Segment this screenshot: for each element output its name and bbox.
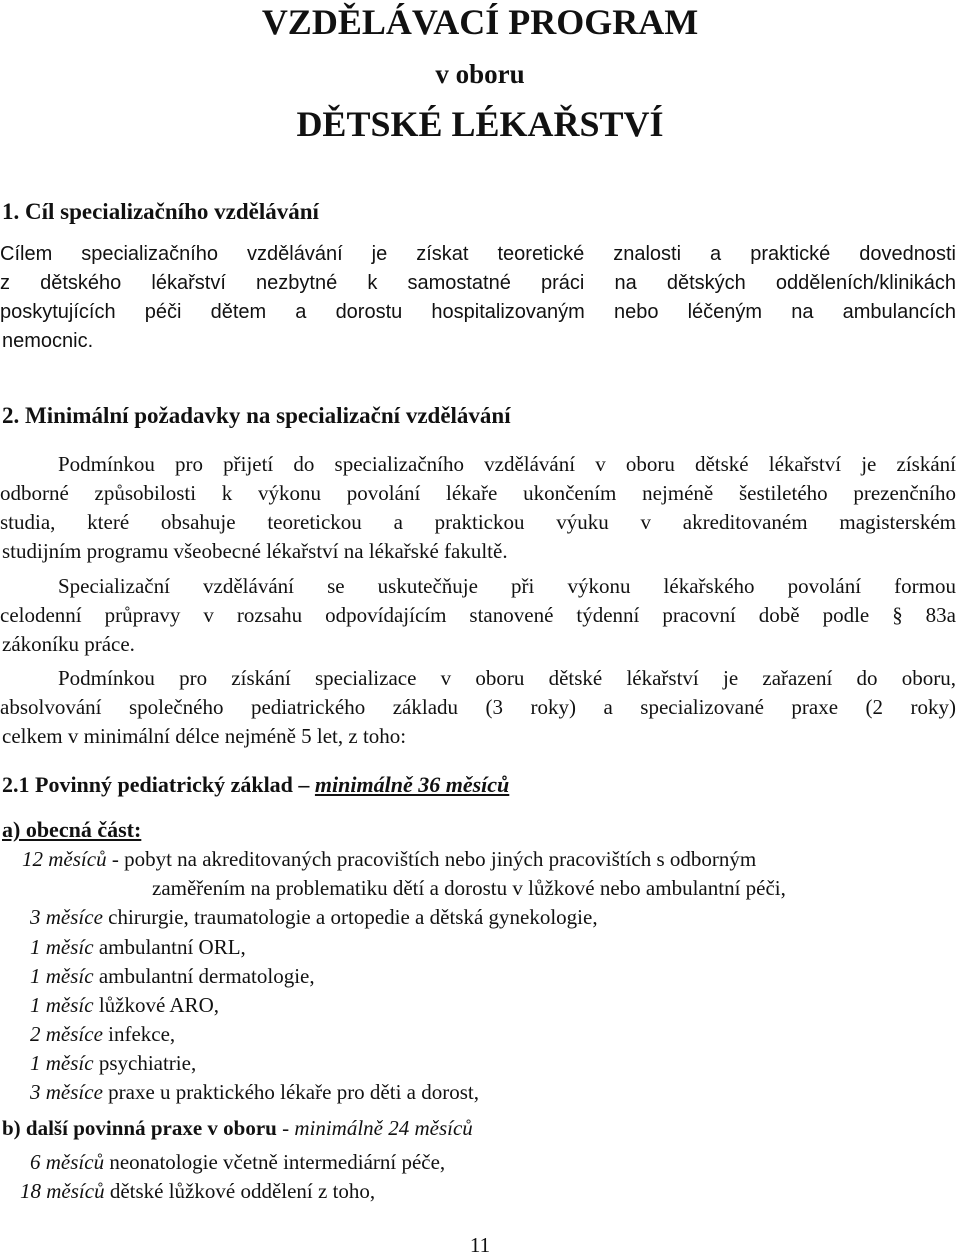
section-2-1-heading: [2, 771, 509, 799]
list-item-first-duration: 12 měsíců: [22, 847, 107, 871]
section-2-p1-line-4: studijním programu všeobecné lékařství na lékařské fakultě.: [2, 539, 508, 563]
list-item: [30, 1078, 479, 1107]
section-1-line-3: poskytujících péči dětem a dorostu hospitalizovaným nebo léčeným na ambulancích: [0, 301, 956, 323]
section-1-heading: 1. Cíl specializačního vzdělávání: [2, 199, 319, 224]
list-item-text: chirurgie, traumatologie a ortopedie a dětská gynekologie,: [102, 905, 598, 929]
section-2-p1-line-2: odborné způsobilosti k výkonu povolání lékaře ukončením nejméně šestiletého prezenčního: [0, 481, 956, 505]
list-item-duration: 3 měsíce: [30, 1080, 103, 1104]
section-2-p3-line-3: celkem v minimální délce nejméně 5 let, z toho:: [2, 724, 407, 748]
title-line-1: VZDĚLÁVACÍ PROGRAM: [261, 2, 699, 42]
section-2-p2-line-1: Specializační vzdělávání se uskutečňuje při výkonu lékařského povolání formou: [58, 574, 956, 598]
list-item-first-text: - pobyt na akreditovaných pracovištích nebo jiných pracovištích s odborným: [106, 847, 757, 871]
list-item-text: neonatologie včetně intermediární péče,: [104, 1150, 446, 1174]
section-1-line-4: nemocnic.: [2, 330, 94, 352]
list-item-text: lůžkové ARO,: [93, 993, 219, 1017]
section-2-p2-line-2: celodenní průpravy v rozsahu odpovídajícím stanovené týdenní pracovní době podle § 83a: [0, 603, 956, 627]
part-b-duration: minimálně 24 měsíců: [294, 1116, 473, 1140]
section-2-p1-line-3: studia, které obsahuje teoretickou a praktickou výuku v akreditovaném magisterském: [0, 510, 956, 534]
section-2-p3-line-2: absolvování společného pediatrického základu (3 roky) a specializované praxe (2 roky): [0, 695, 956, 719]
list-item: [30, 991, 219, 1020]
list-item: [30, 962, 315, 991]
part-b-heading-text: b) další povinná praxe v oboru: [2, 1116, 277, 1140]
list-item: [30, 933, 246, 962]
section-1-line-2: z dětského lékařství nezbytné k samostatné práci na dětských odděleních/klinikách: [0, 272, 956, 294]
list-item-duration: 1 měsíc: [30, 993, 94, 1017]
list-item-duration: 18 měsíců: [20, 1179, 105, 1203]
page-number: 11: [469, 1233, 491, 1257]
section-2-1-heading-duration: minimálně 36 měsíců: [314, 772, 510, 797]
list-item-duration: 6 měsíců: [30, 1150, 105, 1174]
part-b-heading: [2, 1114, 473, 1143]
list-item-duration: 2 měsíce: [30, 1022, 103, 1046]
list-item-b: [20, 1177, 375, 1206]
list-item-b: [30, 1148, 445, 1177]
part-a-heading: a) obecná část:: [2, 817, 142, 842]
list-item-text: psychiatrie,: [93, 1051, 197, 1075]
list-item-duration: 3 měsíce: [30, 905, 103, 929]
list-item-text: dětské lůžkové oddělení z toho,: [104, 1179, 376, 1203]
title-line-2: v oboru: [435, 59, 525, 89]
list-item-first-continuation: zaměřením na problematiku dětí a dorostu v lůžkové nebo ambulantní péči,: [152, 876, 786, 900]
list-item-duration: 1 měsíc: [30, 1051, 94, 1075]
section-2-p2-line-3: zákoníku práce.: [2, 632, 135, 656]
list-item: [30, 903, 598, 932]
list-item-text: infekce,: [102, 1022, 176, 1046]
list-item-first: [22, 845, 756, 874]
title-line-3: DĚTSKÉ LÉKAŘSTVÍ: [296, 104, 664, 144]
list-item-text: ambulantní ORL,: [93, 935, 246, 959]
list-item-text: praxe u praktického lékaře pro děti a dorost,: [102, 1080, 479, 1104]
section-2-p3-line-1: Podmínkou pro získání specializace v oboru dětské lékařství je zařazení do oboru,: [58, 666, 956, 690]
section-2-1-heading-text: 2.1 Povinný pediatrický základ –: [2, 772, 315, 797]
list-item-duration: 1 měsíc: [30, 935, 94, 959]
section-2-heading: 2. Minimální požadavky na specializační vzdělávání: [2, 403, 511, 428]
list-item: [30, 1049, 196, 1078]
list-item-text: ambulantní dermatologie,: [93, 964, 315, 988]
section-2-p1-line-1: Podmínkou pro přijetí do specializačního vzdělávání v oboru dětské lékařství je získání: [58, 452, 956, 476]
part-b-dash: -: [276, 1116, 295, 1140]
list-item-duration: 1 měsíc: [30, 964, 94, 988]
section-1-line-1: Cílem specializačního vzdělávání je získat teoretické znalosti a praktické dovednosti: [0, 243, 956, 265]
list-item: [30, 1020, 175, 1049]
